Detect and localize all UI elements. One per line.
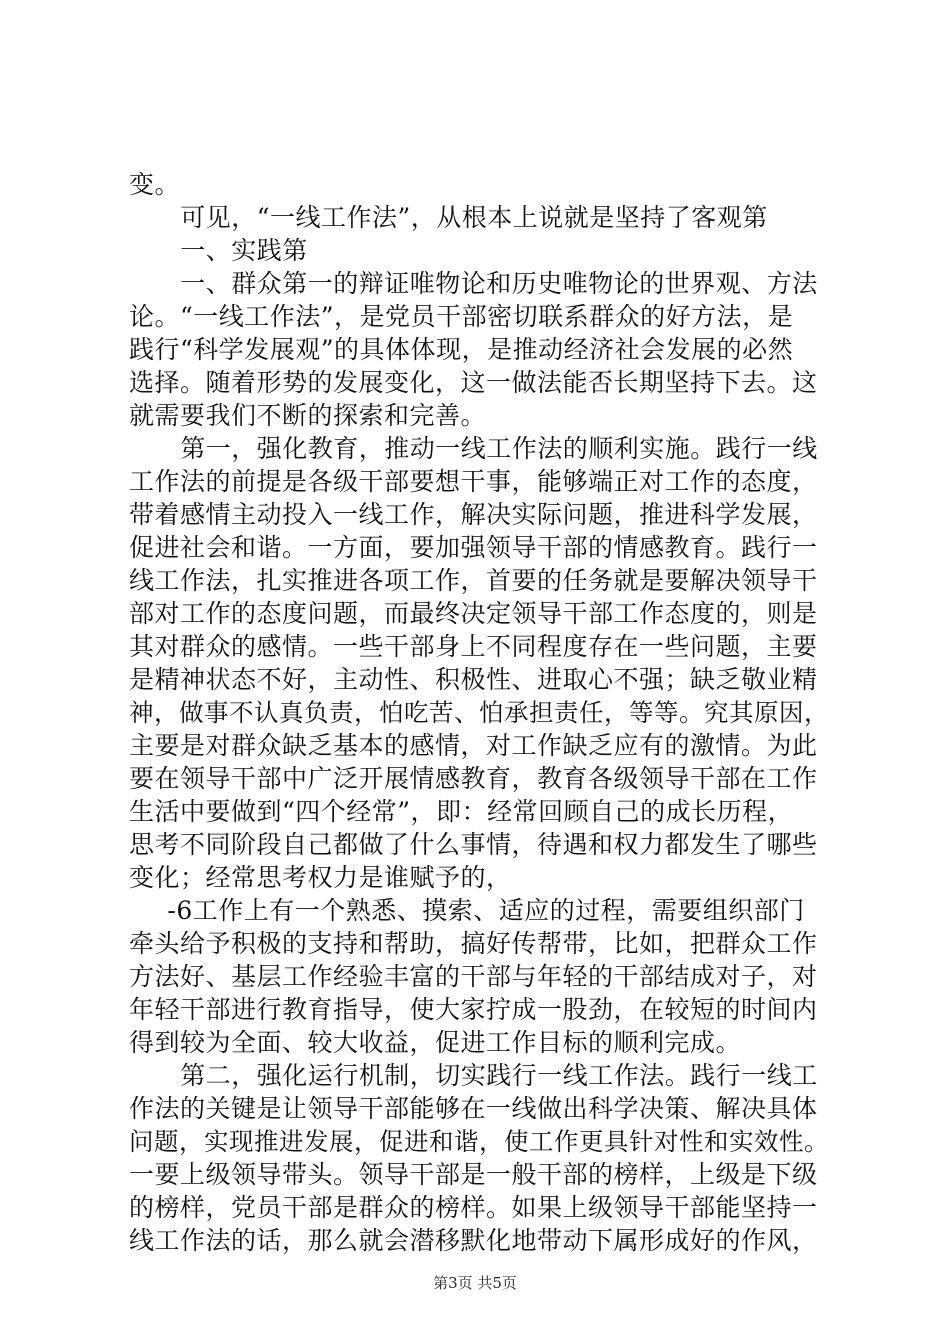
page-number-footer: 第3页 共5页	[433, 1274, 517, 1292]
text-line: 论。“一线工作法”，是党员干部密切联系群众的好方法，是	[129, 302, 794, 331]
text-line: 方法好、基层工作经验丰富的干部与年轻的干部结成对子，对	[129, 962, 818, 991]
text-line: 的榜样，党员干部是群众的榜样。如果上级领导干部能坚持一	[129, 1193, 818, 1222]
text-line: 是精神状态不好，主动性、积极性、进取心不强；缺乏敬业精	[129, 665, 818, 694]
text-line: -6工作上有一个熟悉、摸索、适应的过程，需要组织部门	[167, 896, 805, 925]
text-line: 得到较为全面、较大收益，促进工作目标的顺利完成。	[129, 1028, 742, 1057]
text-line: 促进社会和谐。一方面，要加强领导干部的情感教育。践行一	[129, 533, 818, 562]
text-line: 牵头给予积极的支持和帮助，搞好传帮带，比如，把群众工作	[129, 929, 818, 958]
text-line: 年轻干部进行教育指导，使大家拧成一股劲，在较短的时间内	[129, 995, 818, 1024]
text-line: 践行“科学发展观”的具体体现，是推动经济社会发展的必然	[129, 335, 794, 364]
text-line: 线工作法的话，那么就会潜移默化地带动下属形成好的作风，	[129, 1226, 818, 1255]
text-line: 一要上级领导带头。领导干部是一般干部的榜样，上级是下级	[129, 1160, 818, 1189]
text-line: 一、实践第	[180, 236, 308, 265]
text-line: 问题，实现推进发展，促进和谐，使工作更具针对性和实效性。	[129, 1127, 829, 1156]
text-line: 第二，强化运行机制，切实践行一线工作法。践行一线工	[180, 1061, 818, 1090]
text-line: 作法的关键是让领导干部能够在一线做出科学决策、解决具体	[129, 1094, 818, 1123]
text-line: 一、群众第一的辩证唯物论和历史唯物论的世界观、方法	[180, 269, 818, 298]
text-line: 选择。随着形势的发展变化，这一做法能否长期坚持下去。这	[129, 368, 818, 397]
text-line: 变化；经常思考权力是谁赋予的，	[129, 863, 512, 892]
text-line: 工作法的前提是各级干部要想干事，能够端正对工作的态度，	[129, 467, 818, 496]
text-line: 变。	[129, 170, 181, 199]
text-line: 线工作法，扎实推进各项工作，首要的任务就是要解决领导干	[129, 566, 818, 595]
text-line: 部对工作的态度问题，而最终决定领导干部工作态度的，则是	[129, 599, 818, 628]
text-line: 神，做事不认真负责，怕吃苦、怕承担责任，等等。究其原因，	[129, 698, 829, 727]
text-line: 第一，强化教育，推动一线工作法的顺利实施。践行一线	[180, 434, 818, 463]
text-line: 主要是对群众缺乏基本的感情，对工作缺乏应有的激情。为此	[129, 731, 818, 760]
text-line: 可见，“一线工作法”，从根本上说就是坚持了客观第	[180, 203, 768, 232]
document-body	[129, 168, 829, 1257]
text-line: 就需要我们不断的探索和完善。	[129, 401, 487, 430]
text-line: 其对群众的感情。一些干部身上不同程度存在一些问题，主要	[129, 632, 818, 661]
text-line: 带着感情主动投入一线工作，解决实际问题，推进科学发展，	[129, 500, 818, 529]
text-line: 思考不同阶段自己都做了什么事情，待遇和权力都发生了哪些	[129, 830, 818, 859]
text-line: 生活中要做到“四个经常”，即：经常回顾自己的成长历程，	[129, 797, 794, 826]
text-line: 要在领导干部中广泛开展情感教育，教育各级领导干部在工作	[129, 764, 818, 793]
